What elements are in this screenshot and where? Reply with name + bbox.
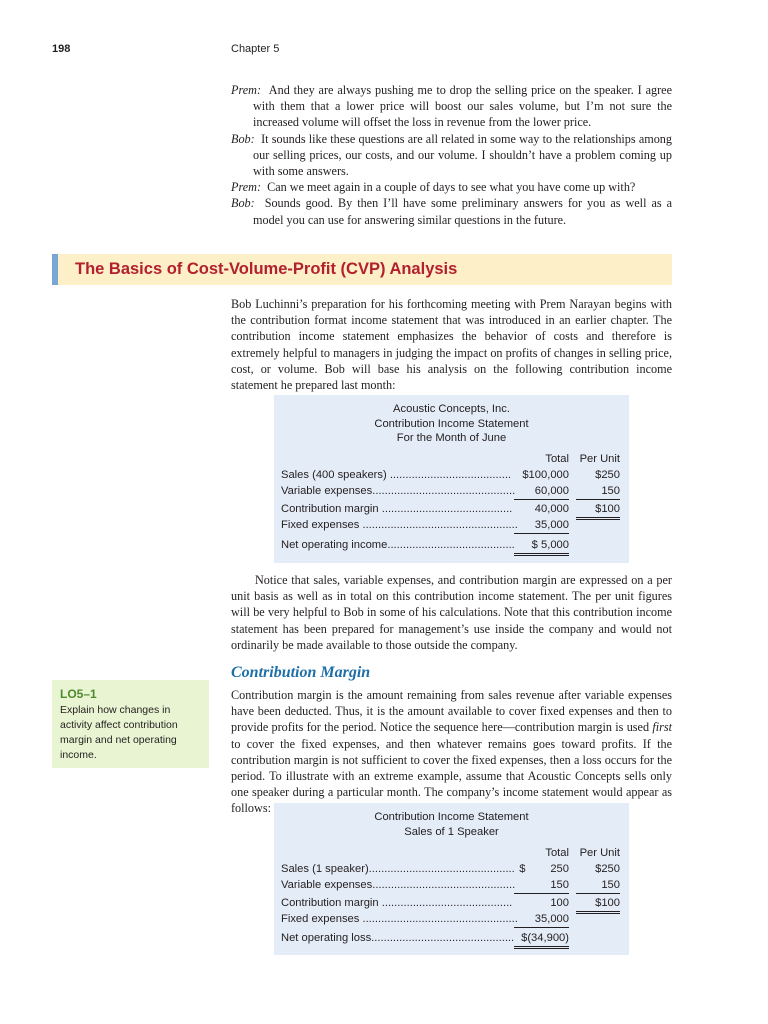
row-total: 60,000 (514, 484, 569, 500)
row-per-unit: $100 (576, 896, 620, 914)
row-label: Net operating loss.............................................. (281, 932, 515, 944)
row-label: Variable expenses.............................................. (281, 485, 516, 497)
column-headers (274, 452, 629, 467)
statement-subtitle: Sales of 1 Speaker (404, 825, 499, 838)
speaker-name: Bob: (231, 196, 255, 211)
col-total-header: Total (545, 453, 569, 465)
col-per-unit-header: Per Unit (579, 453, 620, 465)
row-per-unit: $100 (576, 502, 620, 520)
row-per-unit: 150 (576, 878, 620, 894)
statement-row (274, 468, 629, 483)
dialogue-line (231, 179, 672, 195)
learning-objective-box (52, 680, 209, 768)
row-total: 35,000 (514, 912, 569, 928)
row-total: 100 (550, 897, 569, 909)
row-per-unit: $250 (595, 469, 620, 481)
speaker-name: Prem: (231, 83, 262, 97)
statement-row (274, 931, 629, 946)
statement-period: For the Month of June (396, 432, 507, 444)
section-title: The Basics of Cost-Volume-Profit (CVP) Analysis (75, 260, 458, 278)
dialogue-text: And they are always pushing me to drop the selling price on the speaker. I agree with them that a lower price will boost our sales volume, but I’m not sure the increased volume will offset the loss in revenue from the lower price. (253, 83, 672, 130)
dialogue-block (231, 82, 672, 228)
row-total: 40,000 (534, 503, 569, 515)
dialogue-line (231, 82, 672, 131)
dialogue-text: Sounds good. By then I’ll have some preliminary answers for you as well as a model you can use for answering similar questions in the future. (253, 196, 672, 227)
row-label: Contribution margin .......................................... (281, 503, 513, 515)
row-total: 35,000 (514, 518, 569, 534)
statement-row (274, 502, 629, 517)
row-per-unit: 150 (576, 484, 620, 500)
statement-note-paragraph: Notice that sales, variable expenses, and contribution margin are expressed on a per unit basis as well as in total on this contribution income statement. The per unit figures will be very helpful to Bob in some of his calculations. Note that this contribution income statement has been prepared for management’s use inside the company and would not ordinarily be made available to those outside the company. (231, 573, 672, 652)
column-headers (274, 846, 629, 861)
learning-objective-text: Explain how changes in activity affect contribution margin and net operating income. (60, 704, 178, 761)
dialogue-line (231, 195, 672, 227)
row-label: Net operating income......................................... (281, 539, 515, 551)
col-per-unit-header: Per Unit (579, 847, 620, 859)
row-label: Contribution margin .......................................... (281, 897, 513, 909)
subsection-title: Contribution Margin (231, 664, 371, 681)
contribution-margin-paragraph (231, 687, 672, 817)
row-total: $100,000 (522, 469, 569, 481)
statement-row (274, 538, 629, 553)
statement-row (274, 896, 629, 911)
paragraph-text: to cover the fixed expenses, and then whatever remains goes toward profits. If the contribution margin is not sufficient to cover the fixed expenses, then a loss occurs for the period. To illustrate with an extreme example, assume that Acoustic Concepts sells only one speaker during a particular month. The company’s income statement would appear as follows: (231, 736, 672, 816)
row-label: Fixed expenses .................................................. (281, 913, 518, 925)
income-statement-one-speaker (274, 803, 629, 955)
col-total-header: Total (545, 847, 569, 859)
row-label: Sales (400 speakers) ....................................... (281, 469, 512, 481)
speaker-name: Prem: (231, 180, 262, 195)
row-total: $ 250 (519, 863, 569, 875)
statement-company: Acoustic Concepts, Inc. (393, 403, 510, 415)
statement-heading (274, 395, 629, 446)
row-label: Variable expenses.............................................. (281, 879, 516, 891)
chapter-label: Chapter 5 (231, 43, 280, 55)
speaker-name: Bob: (231, 131, 255, 146)
row-per-unit: $250 (595, 863, 620, 875)
statement-row (274, 878, 629, 893)
paragraph-text: Contribution margin is the amount remaining from sales revenue after variable expenses have been deducted. Thus, it is the amount available to cover fixed expenses and then to provide profits for the period. Notice the sequence here—contribution margin is used (231, 688, 672, 735)
row-total: 150 (514, 878, 569, 894)
statement-title: Contribution Income Statement (374, 811, 529, 823)
row-total: $ 5,000 (514, 538, 569, 556)
income-statement-june (274, 395, 629, 563)
statement-row (274, 518, 629, 533)
statement-title: Contribution Income Statement (374, 417, 529, 430)
dialogue-text: It sounds like these questions are all related in some way to the relationships among our selling prices, our costs, and our volume. I shouldn’t have a problem coming up with some answers. (253, 131, 672, 179)
dialogue-text: Can we meet again in a couple of days to see what you have come up with? (267, 180, 636, 195)
learning-objective-code: LO5–1 (60, 687, 97, 701)
statement-row (274, 862, 629, 877)
row-label: Sales (1 speaker)............................................... (281, 863, 515, 875)
intro-paragraph: Bob Luchinni’s preparation for his forthcoming meeting with Prem Narayan begins with the contribution format income statement that was introduced in an earlier chapter. The contribution income statement emphasizes the behavior of costs and therefore is extremely helpful to managers in judging the impact on profits of changes in selling price, cost, or volume. Bob will base his analysis on the following contribution income statement he prepared last month: (231, 297, 672, 393)
emphasis-text: first (652, 720, 672, 735)
row-total: $(34,900) (514, 931, 569, 949)
page-number: 198 (52, 43, 71, 55)
row-label: Fixed expenses .................................................. (281, 519, 518, 531)
statement-row (274, 484, 629, 499)
banner-accent-bar (52, 254, 58, 285)
statement-heading (274, 803, 629, 839)
section-banner (52, 254, 672, 285)
statement-row (274, 912, 629, 927)
dialogue-line (231, 131, 672, 180)
